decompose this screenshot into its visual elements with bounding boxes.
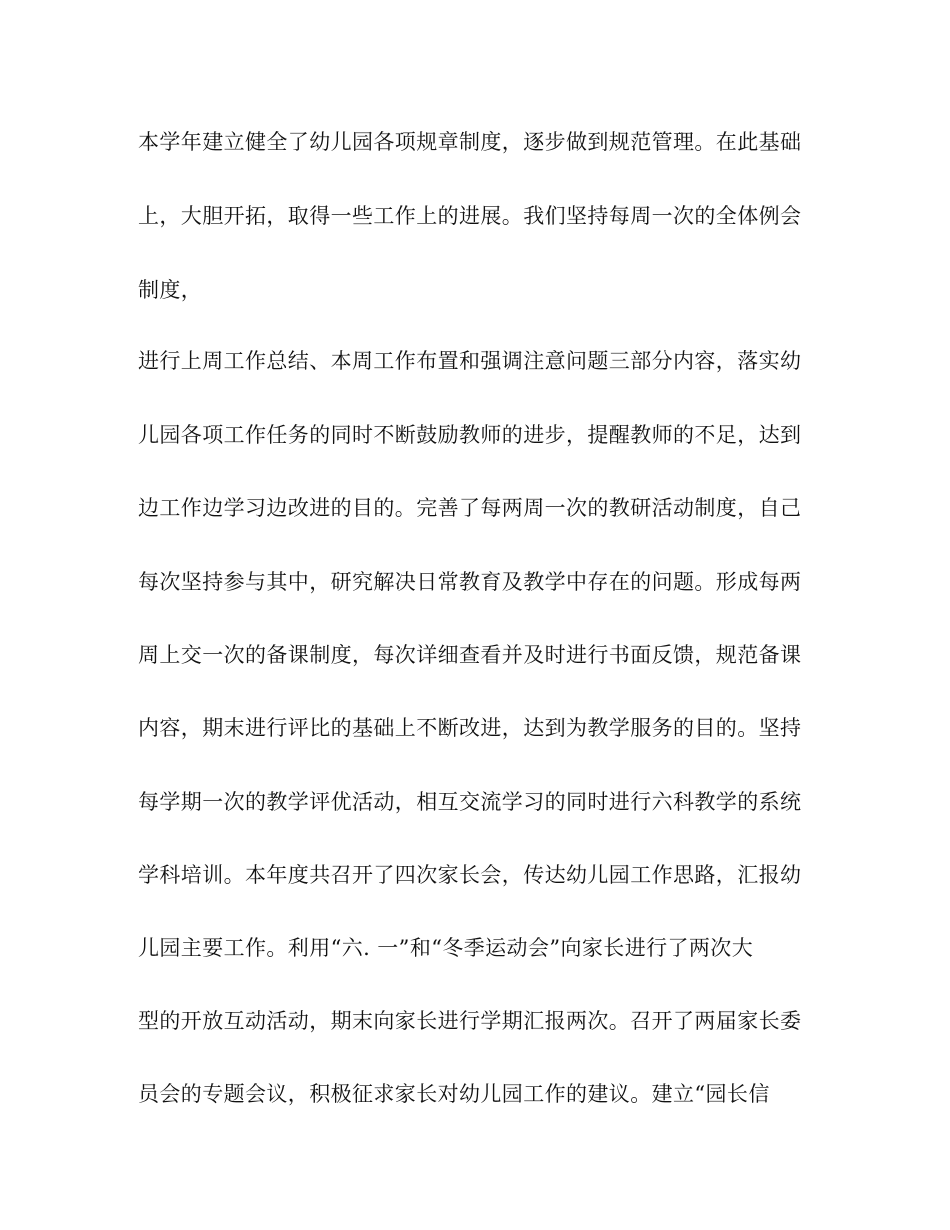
text-line: 学科培训。本年度共召开了四次家长会，传达幼儿园工作思路，汇报幼: [138, 863, 802, 887]
text-line: 儿园各项工作任务的同时不断鼓励教师的进步，提醒教师的不足，达到: [138, 423, 802, 447]
text-line: 每次坚持参与其中，研究解决日常教育及教学中存在的问题。形成每两: [138, 570, 802, 594]
text-line: 上，大胆开拓，取得一些工作上的进展。我们坚持每周一次的全体例会: [138, 204, 802, 228]
text-line: 每学期一次的教学评优活动，相互交流学习的同时进行六科教学的系统: [138, 790, 802, 814]
text-line: 周上交一次的备课制度，每次详细查看并及时进行书面反馈，规范备课: [138, 643, 802, 667]
text-line: 边工作边学习边改进的目的。完善了每两周一次的教研活动制度，自己: [138, 496, 802, 520]
text-line: 制度，: [138, 278, 203, 302]
text-line: 儿园主要工作。利用“六. 一”和“冬季运动会”向家长进行了两次大: [138, 936, 754, 960]
text-line: 本学年建立健全了幼儿园各项规章制度，逐步做到规范管理。在此基础: [138, 130, 802, 154]
text-line: 内容，期末进行评比的基础上不断改进，达到为教学服务的目的。坚持: [138, 716, 802, 740]
text-line: 进行上周工作总结、本周工作布置和强调注意问题三部分内容，落实幼: [138, 349, 802, 373]
text-line: 员会的专题会议，积极征求家长对幼儿园工作的建议。建立“园长信: [138, 1082, 770, 1106]
text-line: 型的开放互动活动，期末向家长进行学期汇报两次。召开了两届家长委: [138, 1009, 802, 1033]
